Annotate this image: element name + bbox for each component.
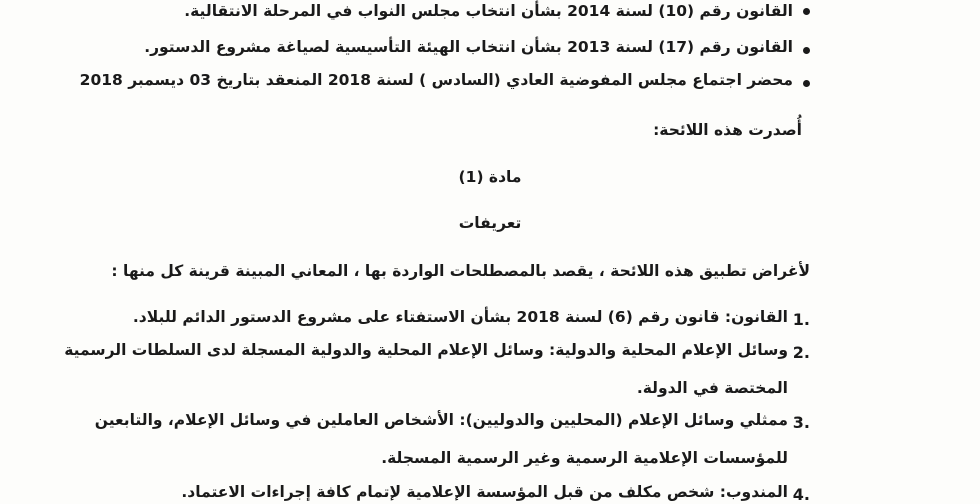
bullet-marker [803,8,810,15]
definition-number: 4. [792,485,810,504]
definition-2-line-1: وسائل الإعلام المحلية والدولية: وسائل الإعلام المحلية والدولية المسجلة لدى السلطات الرسمية [64,341,788,359]
definition-number: 1. [792,310,810,329]
article-title: مادة (1) [458,168,522,186]
section-title: تعريفات [458,214,522,232]
definition-3-line-1: ممثلي وسائل الإعلام (المحليين والدوليين): الأشخاص العاملين في وسائل الإعلام، والتابعين [94,411,788,429]
bullet-marker [803,47,810,54]
issuance-statement: أُصدرت هذه اللائحة: [653,121,802,139]
definition-number: 3. [792,413,810,432]
definition-number: 2. [792,343,810,362]
definition-4-line-1: المندوب: شخص مكلف من قبل المؤسسة الإعلامية لإتمام كافة إجراءات الاعتماد. [181,483,788,501]
definitions-intro: لأغراض تطبيق هذه اللائحة ، يقصد بالمصطلحات الواردة بها ، المعاني المبينة قرينة كل منها : [111,262,810,280]
definition-1-line-1: القانون: قانون رقم (6) لسنة 2018 بشأن الاستفتاء على مشروع الدستور الدائم للبلاد. [132,308,788,326]
definition-2-line-2: المختصة في الدولة. [636,379,788,397]
bullet-item-1: القانون رقم (10) لسنة 2014 بشأن انتخاب مجلس النواب في المرحلة الانتقالية. [184,2,793,20]
definition-3-line-2: للمؤسسات الإعلامية الرسمية وغير الرسمية المسجلة. [381,449,788,467]
bullet-item-2: القانون رقم (17) لسنة 2013 بشأن انتخاب الهيئة التأسيسية لصياغة مشروع الدستور. [144,38,793,56]
bullet-marker [803,80,810,87]
bullet-item-3: محضر اجتماع مجلس المفوضية العادي (السادس ) لسنة 2018 المنعقد بتاريخ 03 ديسمبر 2018 [79,71,793,89]
